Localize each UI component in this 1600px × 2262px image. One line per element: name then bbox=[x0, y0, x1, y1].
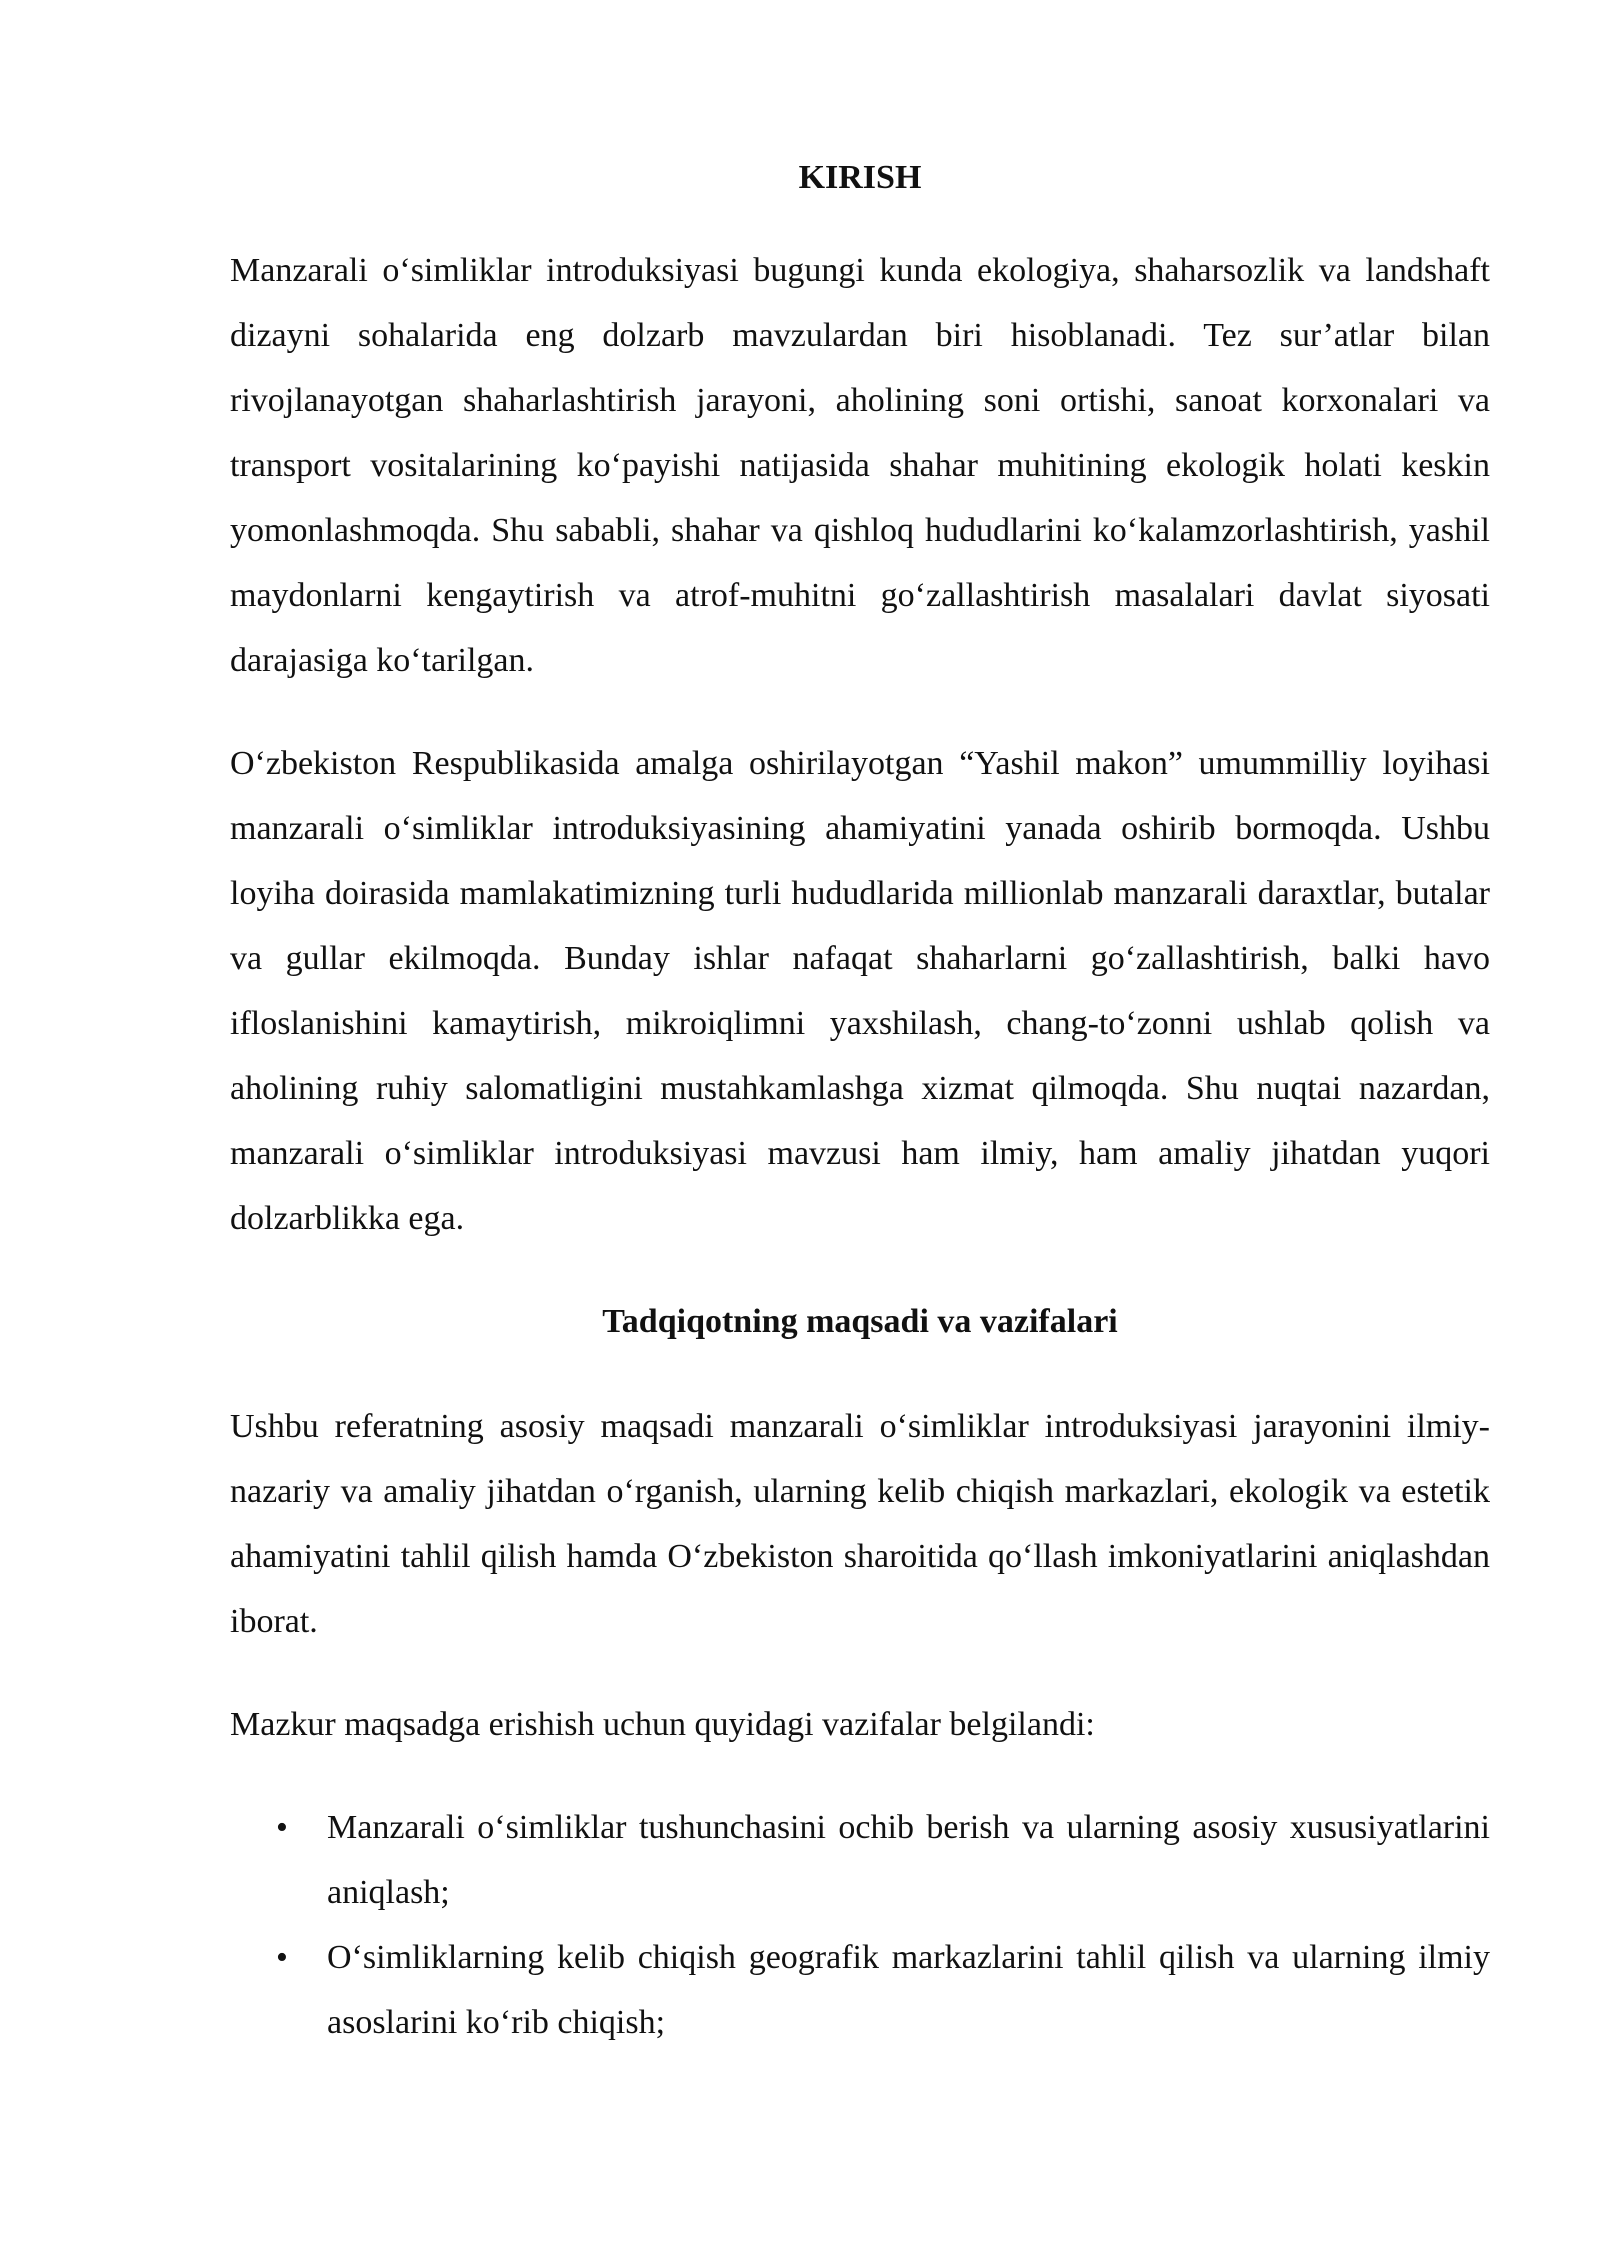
task-list bbox=[230, 1795, 1490, 2055]
goal-paragraph: Ushbu referatning asosiy maqsadi manzarali o‘simliklar introduksiyasi jarayonini ilmiy-nazariy va amaliy jihatdan o‘rganish, ularning kelib chiqish markazlari, ekologik va estetik ahamiyatini tahlil qilish hamda O‘zbekiston sharoitida qo‘llash imkoniyatlarini aniqlashdan iborat. bbox=[230, 1408, 1490, 1640]
page-title: KIRISH bbox=[798, 159, 922, 196]
tasks-intro-paragraph: Mazkur maqsadga erishish uchun quyidagi vazifalar belgilandi: bbox=[230, 1706, 1095, 1743]
task-text: Manzarali o‘simliklar tushunchasini ochib berish va ularning asosiy xususiyatlarini aniqlash; bbox=[327, 1809, 1490, 1911]
section-heading: Tadqiqotning maqsadi va vazifalari bbox=[602, 1303, 1118, 1340]
intro-paragraph-2: O‘zbekiston Respublikasida amalga oshirilayotgan “Yashil makon” umummilliy loyihasi manzarali o‘simliklar introduksiyasining ahamiyatini yanada oshirib bormoqda. Ushbu loyiha doirasida mamlakatimizning turli hududlarida millionlab manzarali daraxtlar, butalar va gullar ekilmoqda. Bunday ishlar nafaqat shaharlarni go‘zallashtirish, balki havo ifloslanishini kamaytirish, mikroiqlimni yaxshilash, chang-to‘zonni ushlab qolish va aholining ruhiy salomatligini mustahkamlashga xizmat qilmoqda. Shu nuqtai nazardan, manzarali o‘simliklar introduksiyasi mavzusi ham ilmiy, ham amaliy jihatdan yuqori dolzarblikka ega. bbox=[230, 745, 1490, 1237]
task-text: O‘simliklarning kelib chiqish geografik markazlarini tahlil qilish va ularning ilmiy asoslarini ko‘rib chiqish; bbox=[327, 1939, 1490, 2041]
intro-paragraph-1: Manzarali o‘simliklar introduksiyasi bugungi kunda ekologiya, shaharsozlik va landshaft dizayni sohalarida eng dolzarb mavzulardan biri hisoblanadi. Tez sur’atlar bilan rivojlanayotgan shaharlashtirish jarayoni, aholining soni ortishi, sanoat korxonalari va transport vositalarining ko‘payishi natijasida shahar muhitining ekologik holati keskin yomonlashmoqda. Shu sababli, shahar va qishloq hududlarini ko‘kalamzorlashtirish, yashil maydonlarni kengaytirish va atrof-muhitni go‘zallashtirish masalalari davlat siyosati darajasiga ko‘tarilgan. bbox=[230, 252, 1490, 679]
document-page bbox=[230, 145, 1490, 2055]
bullet-icon: • bbox=[276, 1939, 288, 1976]
list-item bbox=[230, 1795, 1490, 1925]
bullet-icon: • bbox=[276, 1809, 288, 1846]
list-item bbox=[230, 1925, 1490, 2055]
